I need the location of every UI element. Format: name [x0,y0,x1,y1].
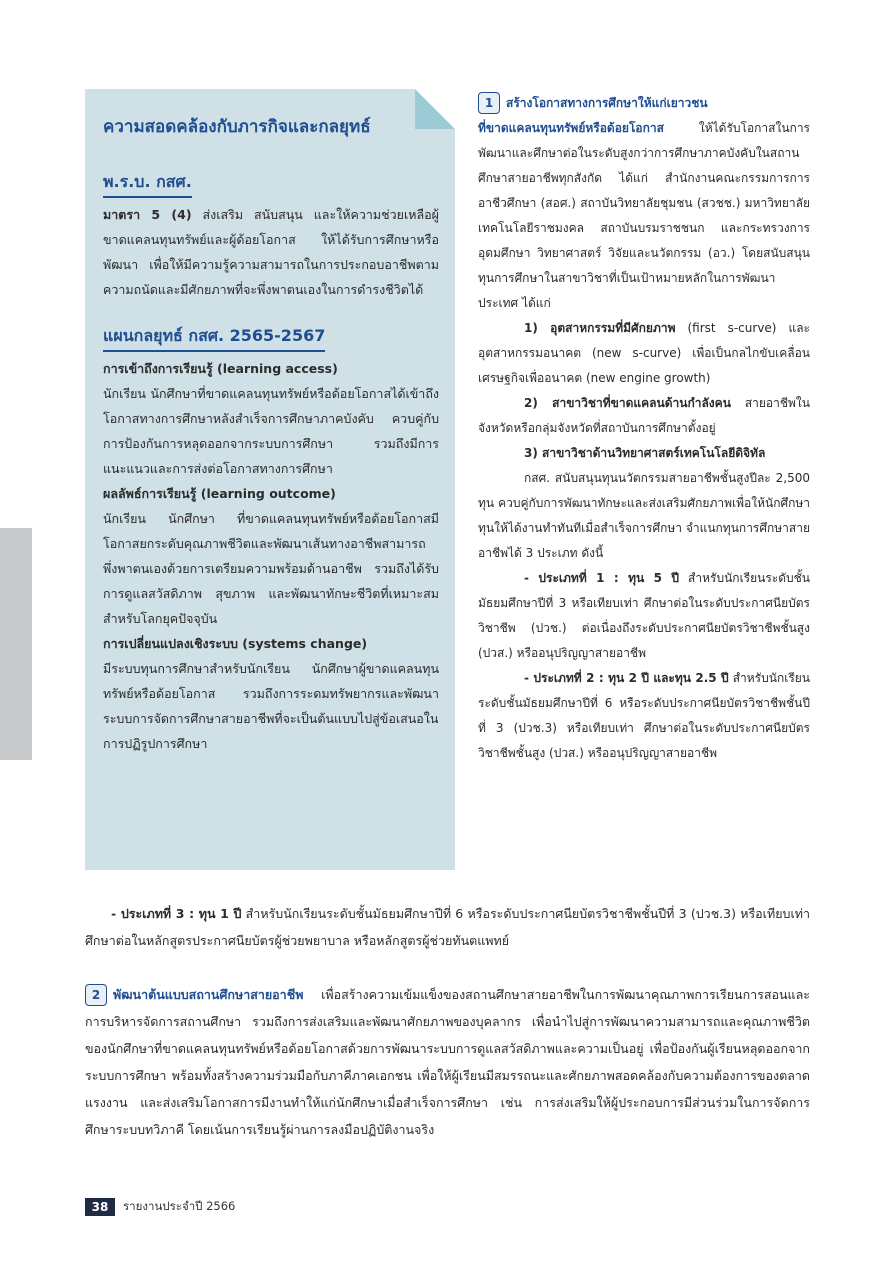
heading1-part1: สร้างโอกาสทางการศึกษาให้แก่เยาวชน [506,96,708,110]
scholarship-type-1: - ประเภทที่ 1 : ทุน 5 ปี สำหรับนักเรียนระดับชั้นมัธยมศึกษาปีที่ 3 หรือเทียบเท่า ศึกษาต่อในระดับประกาศนียบัตรวิชาชีพ (ปวช.) ต่อเนื่องถึงระดับประกาศนียบัตรวิชาชีพชั้นสูง (ปวส.) หรืออนุปริญญาสายอาชีพ [478,571,810,660]
target-item-3-bold: สาขาวิชาด้านวิทยาศาสตร์เทคโนโลยีดิจิทัล [542,446,766,460]
heading1-part2: ที่ขาดแคลนทุนทรัพย์หรือด้อยโอกาส [478,121,664,135]
scholarship-type-2: - ประเภทที่ 2 : ทุน 2 ปี และทุน 2.5 ปี สำหรับนักเรียนระดับชั้นมัธยมศึกษาปีที่ 6 หรือระดับประกาศนียบัตรวิชาชีพชั้นปีที่ 3 (ปวช.3) หรือเทียบเท่า ศึกษาต่อในระดับประกาศนียบัตรวิชาชีพชั้นสูง (ปวส.) หรืออนุปริญญาสายอาชีพ [478,671,810,760]
section2-paragraph [85,981,810,1143]
item-title-access: การเข้าถึงการเรียนรู้ (learning access) [103,361,338,376]
para2: กสศ. สนับสนุนทุนนวัตกรรมสายอาชีพชั้นสูงปีละ 2,500 ทุน ควบคู่กับการพัฒนาทักษะและส่งเสริมศักยภาพเพื่อให้นักศึกษาทุนให้ได้งานทำทันทีเมื่อสำเร็จการศึกษา จำแนกทุนการศึกษาสายอาชีพได้ 3 ประเภท ดังนี้ [478,471,810,560]
target-item-2-bold: สาขาวิชาที่ขาดแคลนด้านกำลังคน [552,396,731,410]
box-title: ความสอดคล้องกับภารกิจและกลยุทธ์ [103,117,371,137]
scholarship-type-3-block [85,900,810,954]
section2-block [85,981,810,1143]
box-fold-corner [415,89,455,129]
para1-text: ให้ได้รับโอกาสในการพัฒนาและศึกษาต่อในระดับสูงกว่าการศึกษาภาคบังคับในสถานศึกษาสายอาชีพทุกสังกัด ได้แก่ สำนักงานคณะกรรมการการอาชีวศึกษา (สอศ.) สถาบันวิทยาลัยชุมชน (สวชช.) มหาวิทยาลัยเทคโนโลยีราชมงคล สถาบันบรมราชชนก และกระทรวงการอุดมศึกษา วิทยาศาสตร์ วิจัยและนวัตกรรม (อว.) โดยสนับสนุนทุนการศึกษาในสาขาวิชาที่เป็นเป้าหมายหลักในการพัฒนาประเทศ ได้แก่ [478,121,810,310]
alignment-box-content [103,113,439,756]
para3-text: เพื่อสร้างความเข้มแข็งของสถานศึกษาสายอาชีพในการพัฒนาคุณภาพการเรียนการสอนและการบริหารจัดการสถานศึกษา รวมถึงการส่งเสริมและพัฒนาศักยภาพของบุคลากร เพื่อนำไปสู่การพัฒนาความสามารถและคุณภาพชีวิตของนักศึกษาที่ขาดแคลนทุนทรัพย์หรือด้อยโอกาสด้วยการพัฒนาระบบการดูแลสวัสดิภาพและความเป็นอยู่ เพื่อป้องกันผู้เรียนหลุดออกจากระบบการศึกษา พร้อมทั้งสร้างความร่วมมือกับภาคีภาคเอกชน เพื่อให้ผู้เรียนมีสมรรถนะและศักยภาพสอดคล้องกับความต้องการของตลาดแรงงาน และส่งเสริมโอกาสการมีงานทำให้แก่นักศึกษาเมื่อสำเร็จการศึกษา เช่น การส่งเสริมให้ผู้ประกอบการมีส่วนร่วมในการจัดการศึกษาระบบทวิภาคี โดยเน้นการเรียนรู้ผ่านการลงมือปฏิบัติงานจริง [85,987,810,1137]
heading2: พัฒนาต้นแบบสถานศึกษาสายอาชีพ [113,987,304,1002]
scholarship-type-3: - ประเภทที่ 3 : ทุน 1 ปี สำหรับนักเรียนระดับชั้นมัธยมศึกษาปีที่ 6 หรือระดับประกาศนียบัตรวิชาชีพชั้นปีที่ 3 (ปวช.3) หรือเทียบเท่า ศึกษาต่อในหลักสูตรประกาศนียบัตรผู้ช่วยพยาบาล หรือหลักสูตรผู้ช่วยทันตแพทย์ [85,906,810,948]
plan-heading: แผนกลยุทธ์ กสศ. 2565-2567 [103,324,325,352]
heading1-line [478,91,810,116]
target-item-1: 1) อุตสาหกรรมที่มีศักยภาพ (first s-curve) และอุตสาหกรรมอนาคต (new s-curve) เพื่อเป็นกลไกขับเคลื่อนเศรษฐกิจเพื่ออนาคต (new engine growth) [478,321,810,385]
number-badge-2: 2 [85,984,107,1006]
item-title-systems: การเปลี่ยนแปลงเชิงระบบ (systems change) [103,636,368,651]
page-number: 38 [85,1198,115,1216]
right-column [478,91,810,766]
act-article-text: ส่งเสริม สนับสนุน และให้ความช่วยเหลือผู้ขาดแคลนทุนทรัพย์และผู้ด้อยโอกาส ให้ได้รับการศึกษาหรือพัฒนา เพื่อให้มีความรู้ความสามารถในการประกอบอาชีพตามความถนัดและมีศักยภาพที่จะพึ่งพาตนเองในการดำรงชีวิตได้ [103,207,439,297]
item-text-access: นักเรียน นักศึกษาที่ขาดแคลนทุนทรัพย์หรือด้อยโอกาสได้เข้าถึงโอกาสทางการศึกษาหลังสำเร็จการศึกษาภาคบังคับ ควบคู่กับการป้องกันการหลุดออกจากระบบการศึกษา รวมถึงมีการแนะแนวและการส่งต่อโอกาสทางการศึกษา [103,386,439,476]
act-article-label: มาตรา 5 (4) [103,207,192,222]
act-article [103,202,439,302]
item-title-outcome: ผลลัพธ์การเรียนรู้ (learning outcome) [103,486,336,501]
number-badge-1: 1 [478,92,500,114]
para1 [478,116,810,316]
item-text-systems: มีระบบทุนการศึกษาสำหรับนักเรียน นักศึกษาผู้ขาดแคลนทุนทรัพย์หรือด้อยโอกาส รวมถึงการระดมทรัพยากรและพัฒนาระบบการจัดการศึกษาสายอาชีพที่จะเป็นต้นแบบไปสู่ข้อเสนอในการปฏิรูปการศึกษา [103,661,439,751]
act-heading: พ.ร.บ. กสศ. [103,170,192,198]
target-item-3: 3) สาขาวิชาด้านวิทยาศาสตร์เทคโนโลยีดิจิทัล [524,446,766,460]
target-item-2: 2) สาขาวิชาที่ขาดแคลนด้านกำลังคน สายอาชีพในจังหวัดหรือกลุ่มจังหวัดที่สถาบันการศึกษาตั้งอยู่ [478,396,810,435]
report-label: รายงานประจำปี 2566 [123,1199,236,1213]
alignment-box [85,89,455,870]
page-footer [85,1198,235,1216]
item-text-outcome: นักเรียน นักศึกษา ที่ขาดแคลนทุนทรัพย์หรือด้อยโอกาสมีโอกาสยกระดับคุณภาพชีวิตและพัฒนาเส้นทางอาชีพสามารถพึ่งพาตนเองด้วยการเตรียมความพร้อมด้านอาชีพ รวมถึงได้รับการดูแลสวัสดิภาพ สุขภาพ และพัฒนาทักษะชีวิตที่เหมาะสมสำหรับโลกยุคปัจจุบัน [103,511,439,626]
side-tab-decoration [0,528,32,760]
target-item-1-bold: อุตสาหกรรมที่มีศักยภาพ [550,321,676,335]
